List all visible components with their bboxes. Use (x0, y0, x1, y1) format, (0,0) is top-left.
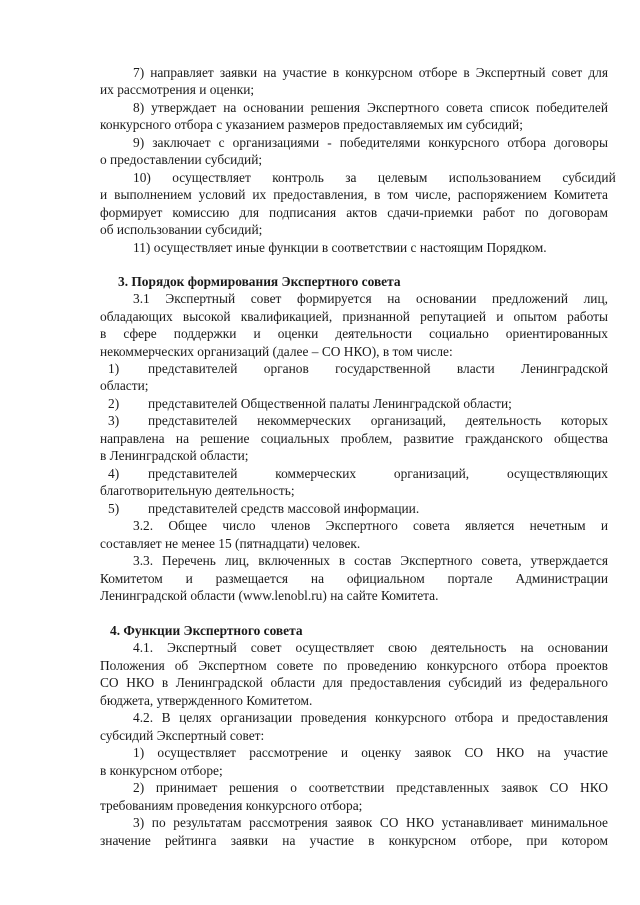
text-line: Положения об Экспертном совете по проведению конкурсного отбора проектов (100, 658, 608, 673)
text-line: СО НКО в Ленинградской области для предоставления субсидий из федерального (100, 675, 608, 690)
text-line: в сфере поддержки и оценки деятельности социально ориентированных (100, 326, 608, 341)
text-line: 4.2. В целях организации проведения конкурсного отбора и предоставления (133, 710, 608, 725)
text-line: 3) по результатам рассмотрения заявок СО НКО устанавливает минимальное (133, 815, 608, 830)
text-line: субсидий Экспертный совет: (100, 728, 265, 743)
text-line: благотворительную деятельность; (100, 483, 295, 498)
text-line: конкурсного отбора с указанием размеров предоставляемых им субсидий; (100, 117, 523, 132)
text-line: об использовании субсидий; (100, 222, 263, 237)
section-heading: 4. Функции Экспертного совета (110, 623, 303, 638)
text-line: представителей Общественной палаты Ленинградской области; (148, 396, 512, 411)
text-line: 8) утверждает на основании решения Экспертного совета список победителей (133, 100, 608, 115)
text-line: 1) осуществляет рассмотрение и оценку заявок СО НКО на участие (133, 745, 608, 760)
text-line: в Ленинградской области; (100, 448, 249, 463)
text-line: их рассмотрения и оценки; (100, 82, 255, 97)
text-line: требованиям проведения конкурсного отбора; (100, 798, 363, 813)
text-line: в конкурсном отборе; (100, 763, 223, 778)
text-line: о предоставлении субсидий; (100, 152, 263, 167)
text-line: 4.1. Экспертный совет осуществляет свою деятельность на основании (133, 640, 608, 655)
text-line: направлена на решение социальных проблем, развитие гражданского общества (100, 431, 608, 446)
text-line: формирует комиссию для подписания актов сдачи-приемки работ по договорам (100, 205, 608, 220)
text-line: представителей некоммерческих организаций, деятельность которых (148, 413, 608, 428)
text-line: Ленинградской области (www.lenobl.ru) на сайте Комитета. (100, 588, 439, 603)
section-heading: 3. Порядок формирования Экспертного совета (118, 274, 401, 289)
text-line: бюджета, утвержденного Комитетом. (100, 693, 313, 708)
text-line: области; (100, 378, 149, 393)
text-line: значение рейтинга заявки на участие в конкурсном отборе, при котором (100, 833, 608, 848)
text-line: 9) заключает с организациями - победителями конкурсного отбора договоры (133, 135, 608, 150)
list-number: 5) (108, 501, 120, 516)
text-line: представителей средств массовой информации. (148, 501, 420, 516)
text-line: обладающих высокой квалификацией, признанной репутацией и опытом работы (100, 309, 608, 324)
text-line: представителей коммерческих организаций, осуществляющих (148, 466, 608, 481)
text-line: 2) принимает решения о соответствии представленных заявок СО НКО (133, 780, 608, 795)
list-number: 1) (108, 361, 120, 376)
text-line: представителей органов государственной власти Ленинградской (148, 361, 608, 376)
list-number: 2) (108, 396, 120, 411)
text-line: Комитетом и размещается на официальном портале Администрации (100, 571, 608, 586)
text-line: некоммерческих организаций (далее – СО НКО), в том числе: (100, 344, 453, 359)
text-line: 3.1 Экспертный совет формируется на основании предложений лиц, (133, 291, 608, 306)
text-line: и выполнением условий их предоставления, в том числе, распоряжением Комитета (100, 187, 608, 202)
list-number: 4) (108, 466, 120, 481)
text-line: 11) осуществляет иные функции в соответствии с настоящим Порядком. (133, 240, 547, 255)
text-line: 3.2. Общее число членов Экспертного совета является нечетным и (133, 518, 608, 533)
text-line: 10) осуществляет контроль за целевым использованием субсидий (133, 170, 616, 185)
text-line: 7) направляет заявки на участие в конкурсном отборе в Экспертный совет для (133, 65, 608, 80)
text-line: составляет не менее 15 (пятнадцати) человек. (100, 536, 361, 551)
text-line: 3.3. Перечень лиц, включенных в состав Экспертного совета, утверждается (133, 553, 608, 568)
list-number: 3) (108, 413, 120, 428)
